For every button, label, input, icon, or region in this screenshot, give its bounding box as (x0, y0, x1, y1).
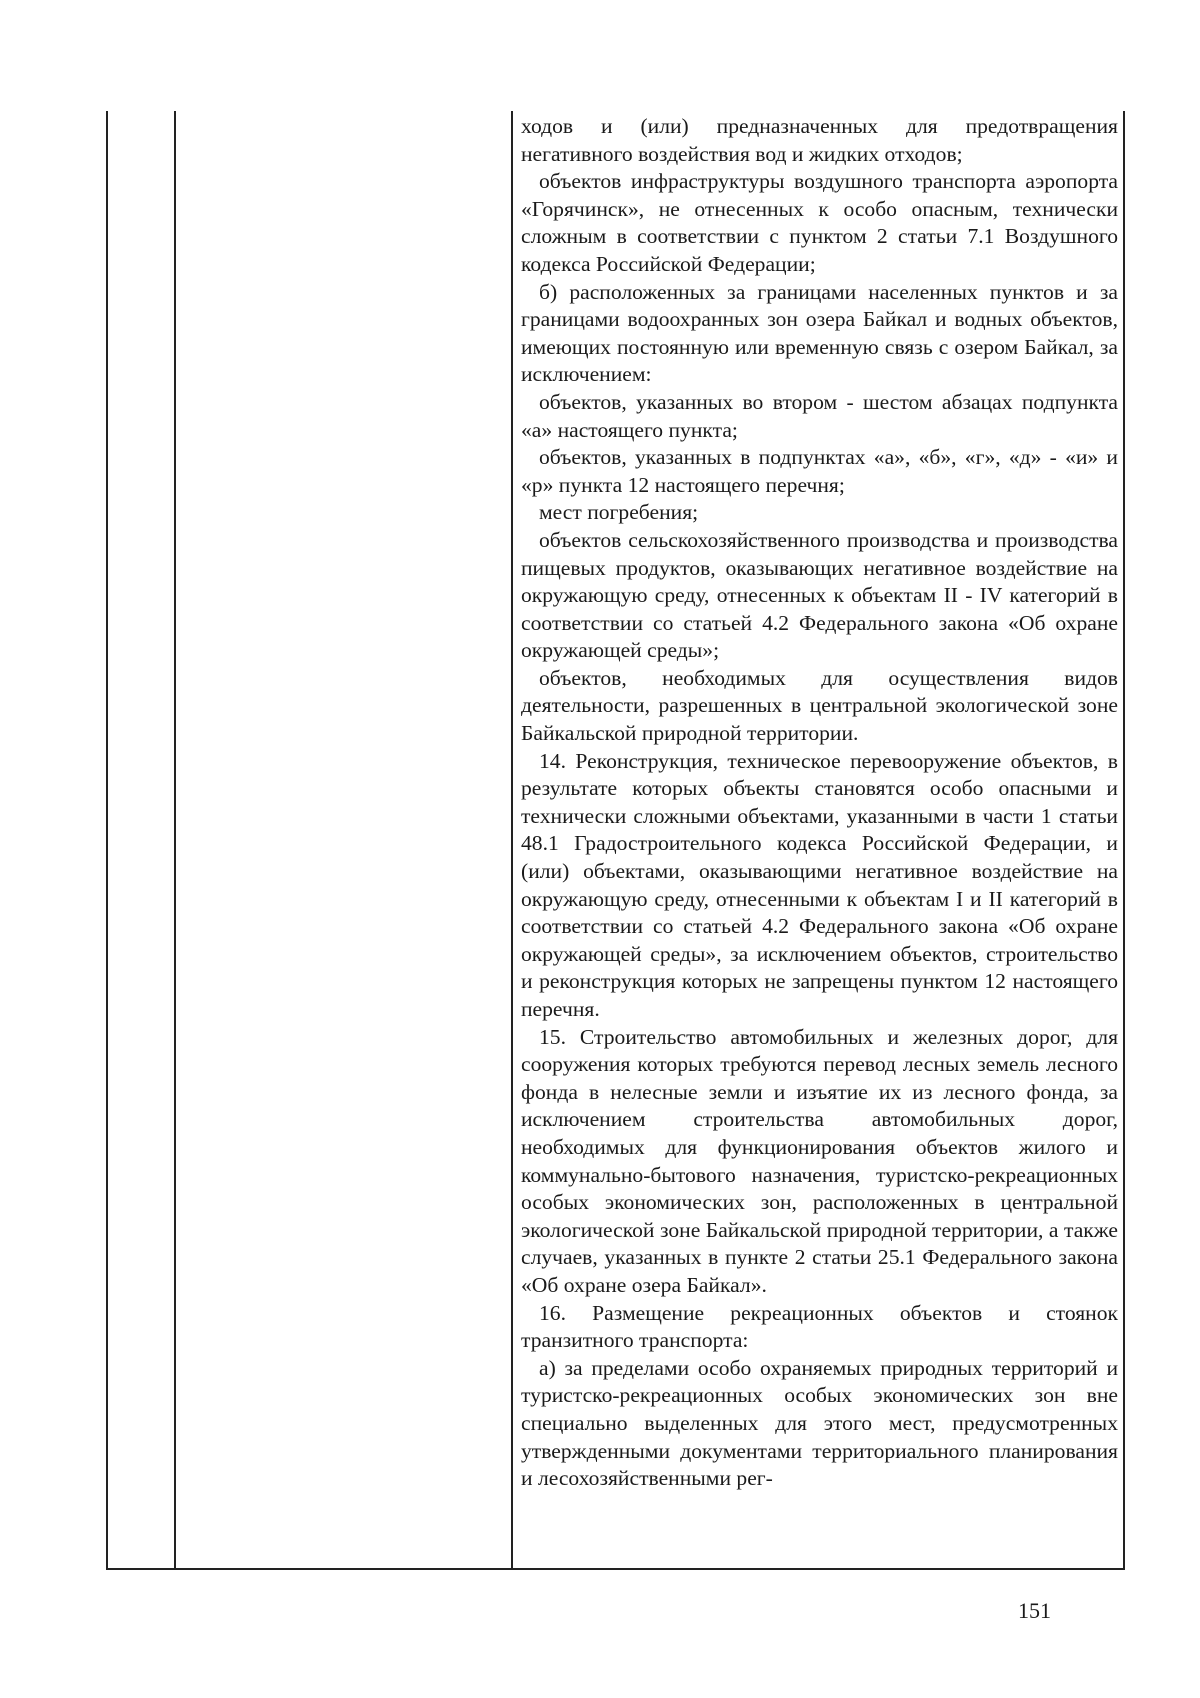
paragraph: б) расположенных за границами населенных пунктов и за границами водоохранных зон озера Байкал и водных объектов, имеющих постоянную или временную связь с озером Байкал, за исключением: (521, 279, 1118, 387)
paragraph: объектов сельскохозяйственного производства и производства пищевых продуктов, оказывающих негативное воздействие на окружающую среду, отнесенных к объектам II - IV категорий в соответствии со статьей 4.2 Федерального закона «Об охране окружающей среды»; (521, 527, 1118, 663)
column-divider-2 (511, 111, 513, 1568)
paragraph-item-14: 14. Реконструкция, техническое перевооружение объектов, в результате которых объекты становятся особо опасными и технически сложными объектами, указанными в части 1 статьи 48.1 Градостроительного кодекса Российской Федерации, и (или) объектами, оказывающими негативное воздействие на окружающую среду, отнесенными к объектам I и II категорий в соответствии со статьей 4.2 Федерального закона «Об охране окружающей среды», за исключением объектов, строительство и реконструкция которых не запрещены пунктом 12 настоящего перечня. (521, 748, 1118, 1021)
paragraph-continuation: ходов и (или) предназначенных для предотвращения негативного воздействия вод и жидких отходов; (521, 114, 1118, 166)
text-column (521, 113, 1118, 1493)
column-divider-1 (174, 111, 176, 1568)
paragraph: объектов, указанных во втором - шестом абзацах подпункта «а» настоящего пункта; (521, 389, 1118, 442)
page-number: 151 (1018, 1598, 1051, 1623)
paragraph: объектов, необходимых для осуществления видов деятельности, разрешенных в центральной экологической зоне Байкальской природной территории. (521, 665, 1118, 746)
paragraph: мест погребения; (539, 500, 699, 525)
paragraph: а) за пределами особо охраняемых природных территорий и туристско-рекреационных особых экономических зон вне специально выделенных для этого мест, предусмотренных утвержденными документами территориального планирования и лесохозяйственными рег- (521, 1355, 1118, 1491)
paragraph: объектов инфраструктуры воздушного транспорта аэропорта «Горячинск», не отнесенных к особо опасным, технически сложным в соответствии с пунктом 2 статьи 7.1 Воздушного кодекса Российской Федерации; (521, 169, 1118, 276)
document-table (106, 111, 1125, 1570)
paragraph-item-16: 16. Размещение рекреационных объектов и стоянок транзитного транспорта: (521, 1300, 1118, 1353)
paragraph: объектов, указанных в подпунктах «а», «б», «г», «д» - «и» и «р» пункта 12 настоящего перечня; (521, 445, 1118, 497)
paragraph-item-15: 15. Строительство автомобильных и железных дорог, для сооружения которых требуются перевод лесных земель лесного фонда в нелесные земли и изъятие их из лесного фонда, за исключением строительства автомобильных дорог, необходимых для функционирования объектов жилого и коммунально-бытового назначения, туристско-рекреационных особых экономических зон, расположенных в центральной экологической зоне Байкальской природной территории, а также случаев, указанных в пункте 2 статьи 25.1 Федерального закона «Об охране озера Байкал». (521, 1024, 1118, 1297)
